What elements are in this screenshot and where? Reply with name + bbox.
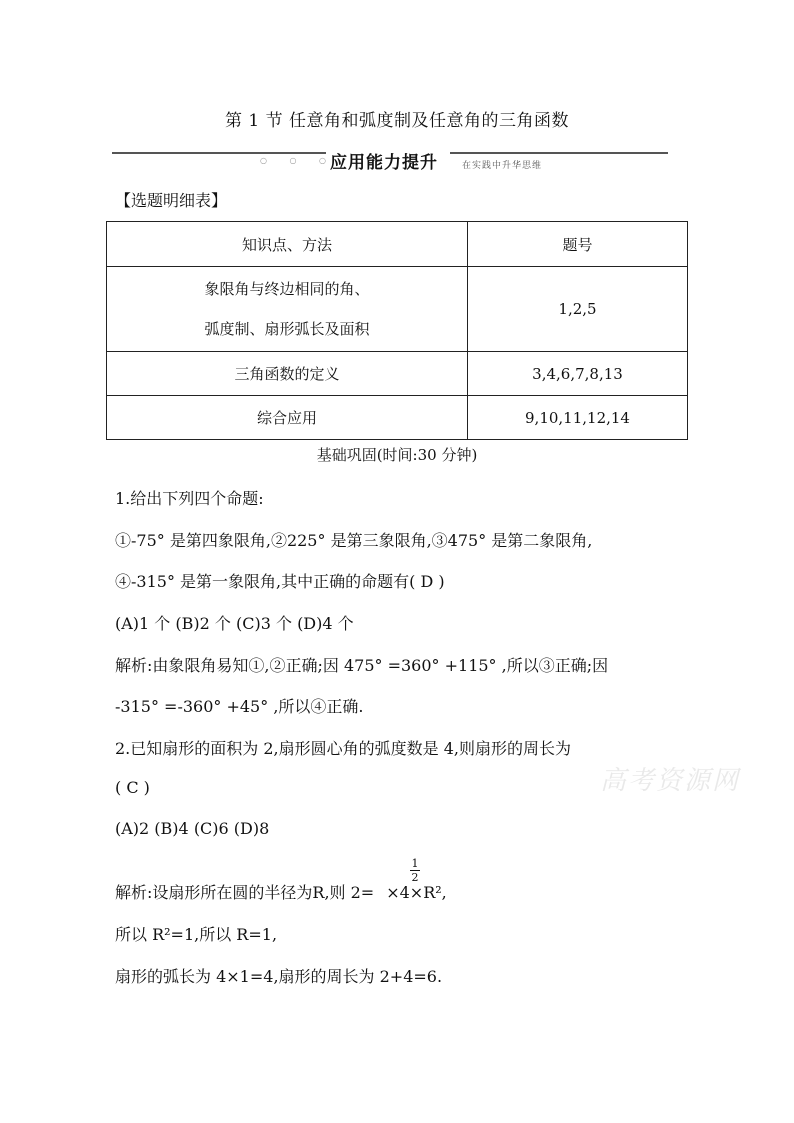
- q1-analysis: 解析:由象限角易知①,②正确;因 475° =360° +115° ,所以③正确;因: [115, 656, 609, 675]
- section-banner: [112, 146, 668, 176]
- table-cell-topic: 三角函数的定义: [107, 352, 468, 396]
- table-header-numbers: 题号: [468, 222, 688, 267]
- topic-table: [106, 221, 688, 440]
- banner-subtitle: 在实践中升华思维: [462, 161, 543, 171]
- q1-line: ①-75° 是第四象限角,②225° 是第三象限角,③475° 是第二象限角,: [115, 531, 593, 550]
- fraction-numerator: 1: [411, 857, 419, 870]
- q2-analysis-text: ×4×R²,: [386, 883, 447, 902]
- q2-answer: ( C ): [115, 778, 150, 797]
- fraction-denominator: 2: [411, 871, 419, 884]
- table-cell-topic: [107, 267, 468, 352]
- table-cell-numbers: 9,10,11,12,14: [468, 396, 688, 440]
- banner-title: 应用能力提升: [330, 153, 438, 173]
- banner-dots: ○ ○ ○: [260, 156, 337, 165]
- table-cell-numbers: 3,4,6,7,8,13: [468, 352, 688, 396]
- table-header-topic: 知识点、方法: [107, 222, 468, 267]
- q2-options: (A)2 (B)4 (C)6 (D)8: [115, 819, 270, 838]
- table-row: [107, 267, 688, 352]
- q2-stem: 2.已知扇形的面积为 2,扇形圆心角的弧度数是 4,则扇形的周长为: [115, 739, 571, 758]
- topic-line: 象限角与终边相同的角、: [204, 280, 370, 298]
- q1-stem: 1.给出下列四个命题:: [115, 489, 264, 508]
- fraction-one-half: [410, 858, 420, 883]
- watermark: 高考资源网: [600, 766, 741, 796]
- table-cell-numbers: 1,2,5: [468, 267, 688, 352]
- q2-analysis-text: 解析:设扇形所在圆的半径为R,则 2=: [115, 883, 375, 902]
- q1-line: ④-315° 是第一象限角,其中正确的命题有( D ): [115, 572, 445, 591]
- q2-analysis: [115, 880, 447, 903]
- table-cell-topic: 综合应用: [107, 396, 468, 440]
- table-row: [107, 352, 688, 396]
- q2-analysis: 所以 R²=1,所以 R=1,: [115, 925, 278, 944]
- section-heading: 【选题明细表】: [115, 191, 228, 210]
- page-title: 第 1 节 任意角和弧度制及任意角的三角函数: [224, 111, 570, 131]
- q1-options: (A)1 个 (B)2 个 (C)3 个 (D)4 个: [115, 614, 354, 633]
- q1-analysis: -315° =-360° +45° ,所以④正确.: [115, 697, 364, 716]
- table-header-row: [107, 222, 688, 267]
- q2-analysis: 扇形的弧长为 4×1=4,扇形的周长为 2+4=6.: [115, 967, 443, 986]
- banner-rule-left: [112, 152, 326, 154]
- subheading: 基础巩固(时间:30 分钟): [316, 446, 478, 464]
- table-row: [107, 396, 688, 440]
- topic-line: 弧度制、扇形弧长及面积: [204, 320, 370, 338]
- banner-rule-right: [450, 152, 668, 154]
